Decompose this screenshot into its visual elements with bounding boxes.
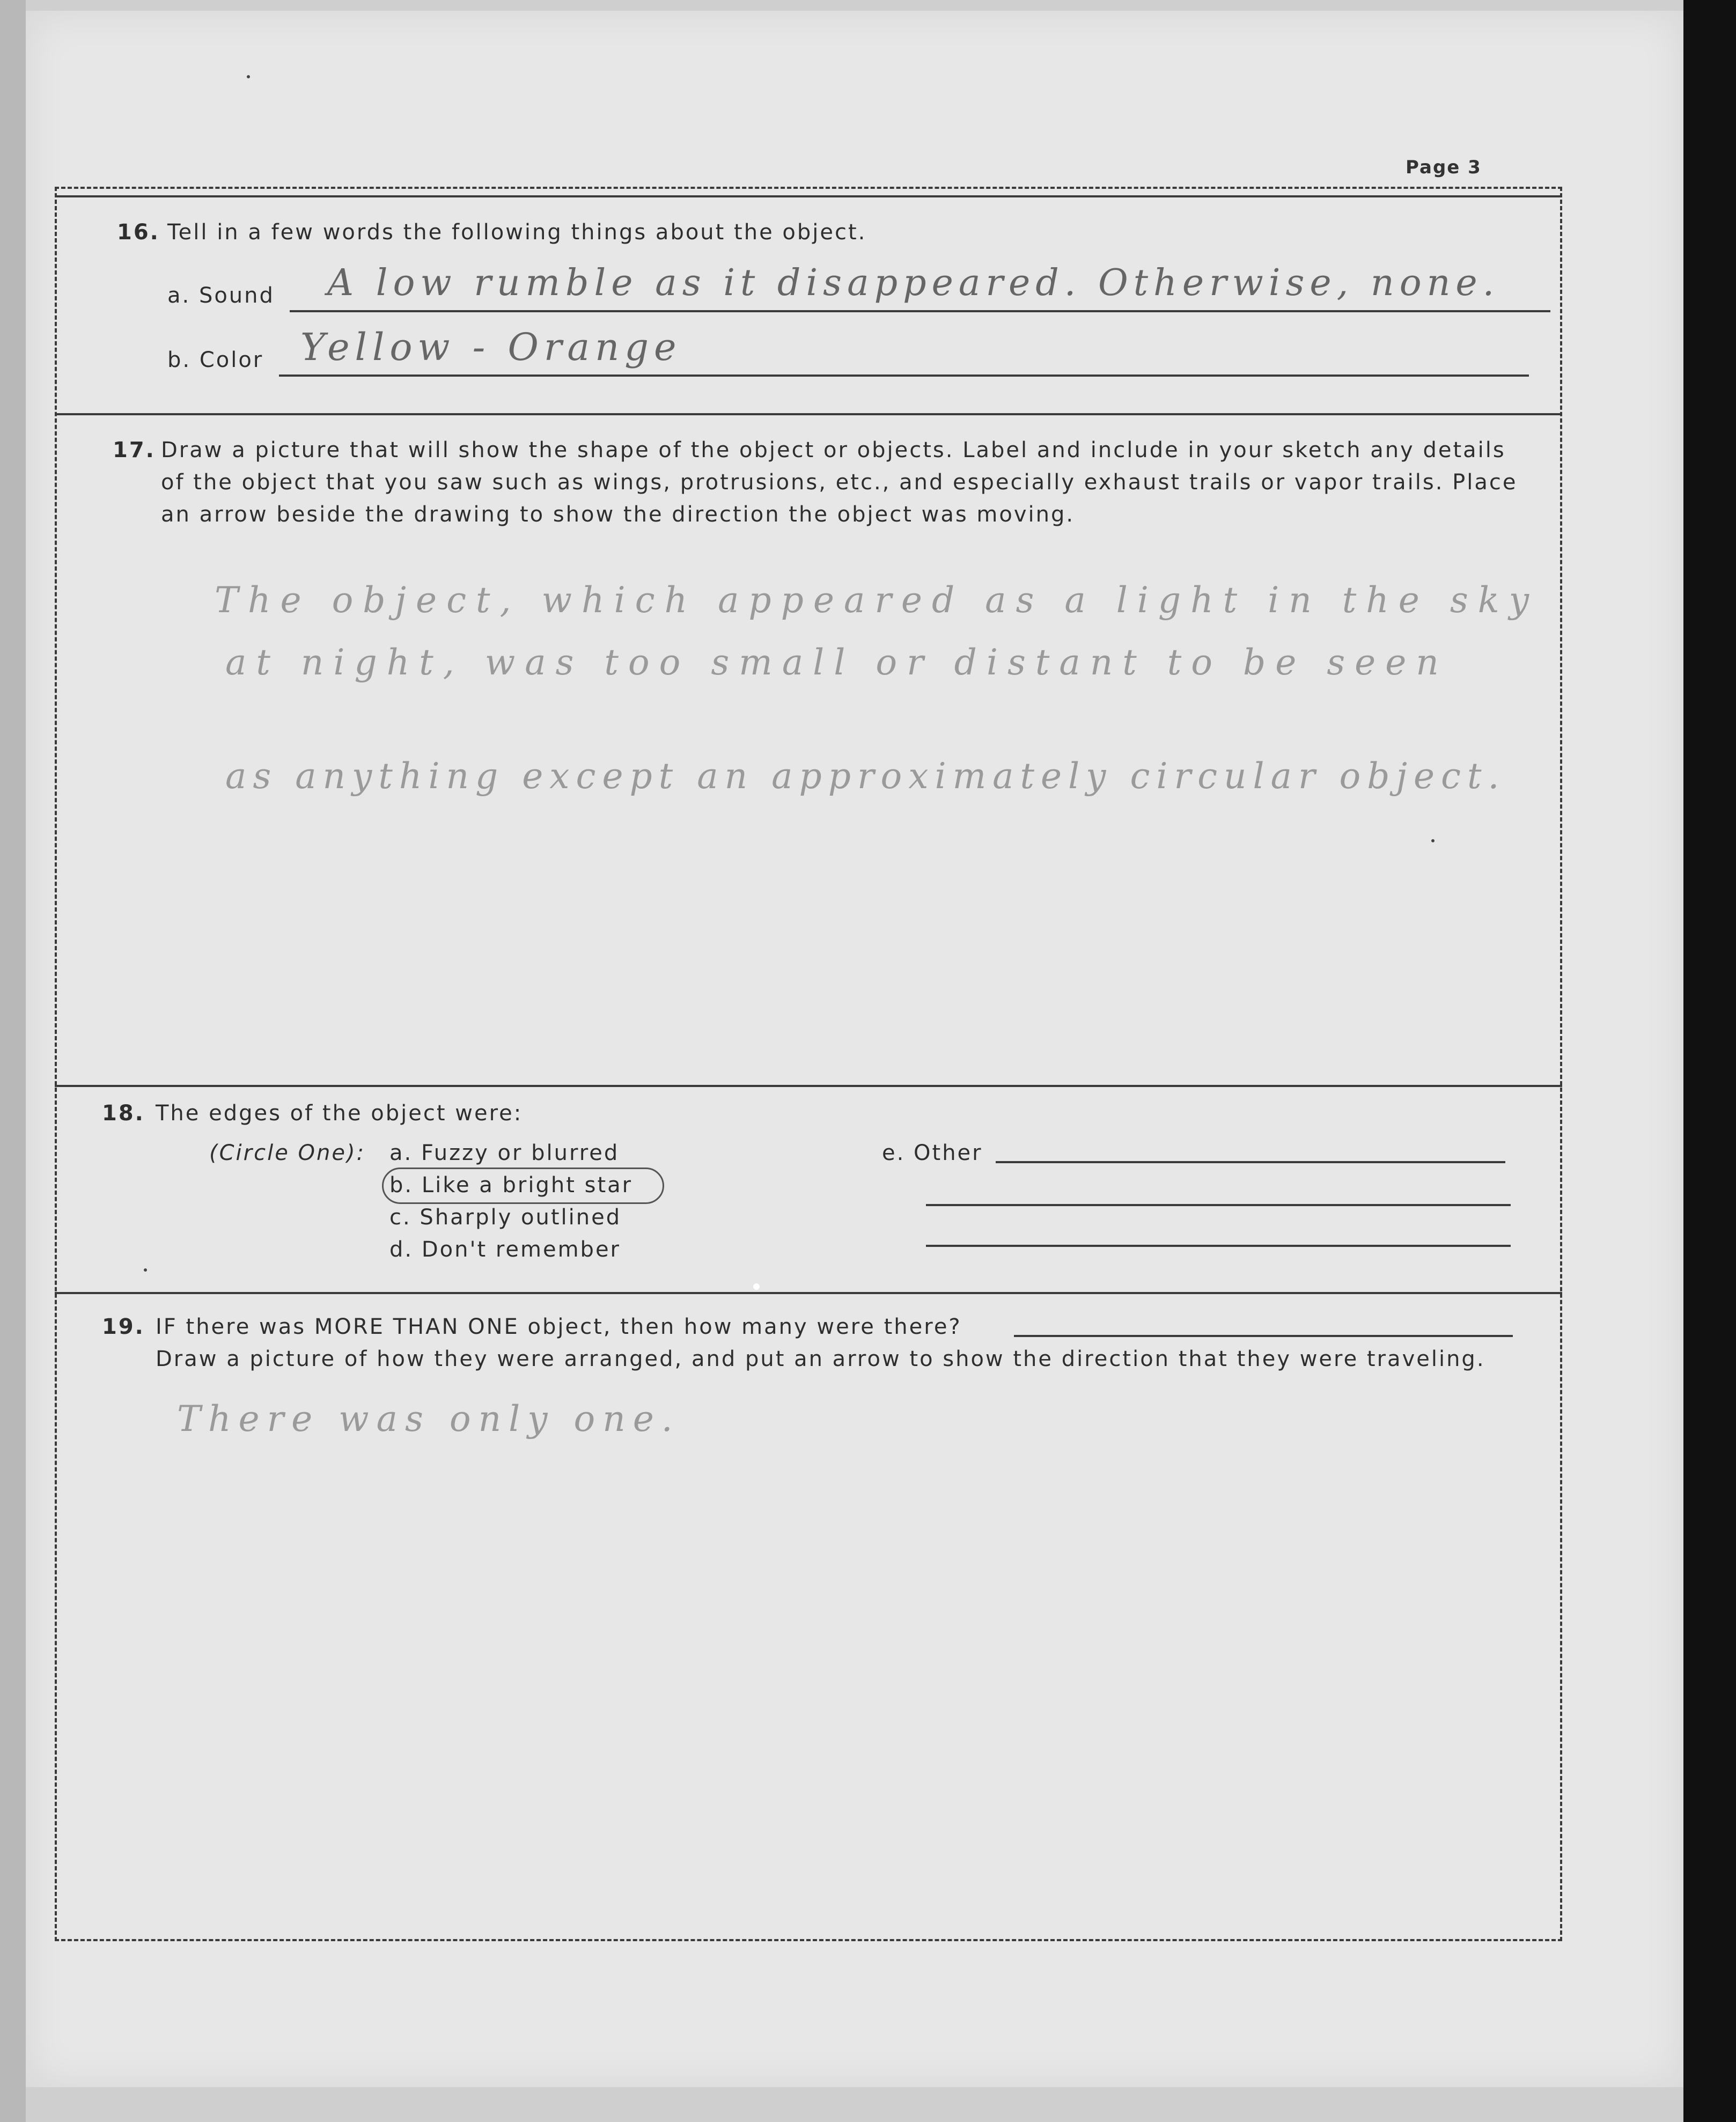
question-17-number: 17. <box>113 438 156 462</box>
sound-answer[interactable]: A low rumble as it disappeared. Otherwise, none. <box>327 262 1500 304</box>
section-19-top-border <box>55 1292 1562 1294</box>
sketch-answer-line-2[interactable]: at night, was too small or distant to be seen <box>225 642 1448 683</box>
circle-one-instruction: (Circle One): <box>209 1141 366 1165</box>
object-count-answer-line <box>1014 1335 1513 1337</box>
question-16-number: 16. <box>117 220 160 245</box>
question-17-prompt-line-2: of the object that you saw such as wings, protrusions, etc., and especially exhaust trails or vapor trails. Place <box>161 470 1518 495</box>
scan-left-margin <box>0 0 26 2122</box>
question-16-prompt: Tell in a few words the following things about the object. <box>167 220 867 245</box>
section-18-top-border <box>55 1085 1562 1087</box>
edge-option-e-other[interactable]: e. Other <box>882 1141 983 1165</box>
color-answer-line <box>279 375 1529 377</box>
scan-right-margin <box>1683 0 1736 2122</box>
color-label: b. Color <box>167 348 264 372</box>
scan-speck <box>247 75 250 78</box>
color-answer[interactable]: Yellow - Orange <box>300 325 682 369</box>
scan-speck <box>144 1268 147 1272</box>
section-16-top-border <box>55 195 1562 197</box>
circled-selection-mark <box>382 1168 664 1204</box>
question-19-prompt-line-1: IF there was MORE THAN ONE object, then how many were there? <box>156 1315 962 1339</box>
scan-speck <box>1431 839 1435 842</box>
scan-speck <box>753 1283 760 1290</box>
question-17-prompt-line-1: Draw a picture that will show the shape of the object or objects. Label and include in your sketch any details <box>161 438 1506 462</box>
page-number: Page 3 <box>1406 157 1482 178</box>
section-17-top-border <box>55 413 1562 415</box>
edge-option-d[interactable]: d. Don't remember <box>389 1237 621 1262</box>
question-18-number: 18. <box>102 1101 145 1126</box>
sound-label: a. Sound <box>167 283 275 308</box>
sketch-answer-line-3[interactable]: as anything except an approximately circular object. <box>225 755 1506 797</box>
sound-answer-line <box>290 310 1550 312</box>
other-answer-line-2 <box>926 1204 1511 1206</box>
question-19-prompt-line-2: Draw a picture of how they were arranged, and put an arrow to show the direction that they were traveling. <box>156 1347 1485 1371</box>
sketch-answer-line-1[interactable]: The object, which appeared as a light in the sky <box>215 579 1539 621</box>
question-19-number: 19. <box>102 1315 145 1339</box>
question-18-prompt: The edges of the object were: <box>156 1101 523 1126</box>
other-answer-line-3 <box>926 1245 1511 1247</box>
edge-option-c[interactable]: c. Sharply outlined <box>389 1205 622 1230</box>
other-answer-line-1 <box>996 1161 1505 1163</box>
arrangement-answer[interactable]: There was only one. <box>177 1398 680 1440</box>
question-17-prompt-line-3: an arrow beside the drawing to show the direction the object was moving. <box>161 502 1075 527</box>
edge-option-b[interactable]: b. Like a bright star <box>389 1173 633 1198</box>
edge-option-a[interactable]: a. Fuzzy or blurred <box>389 1141 620 1165</box>
